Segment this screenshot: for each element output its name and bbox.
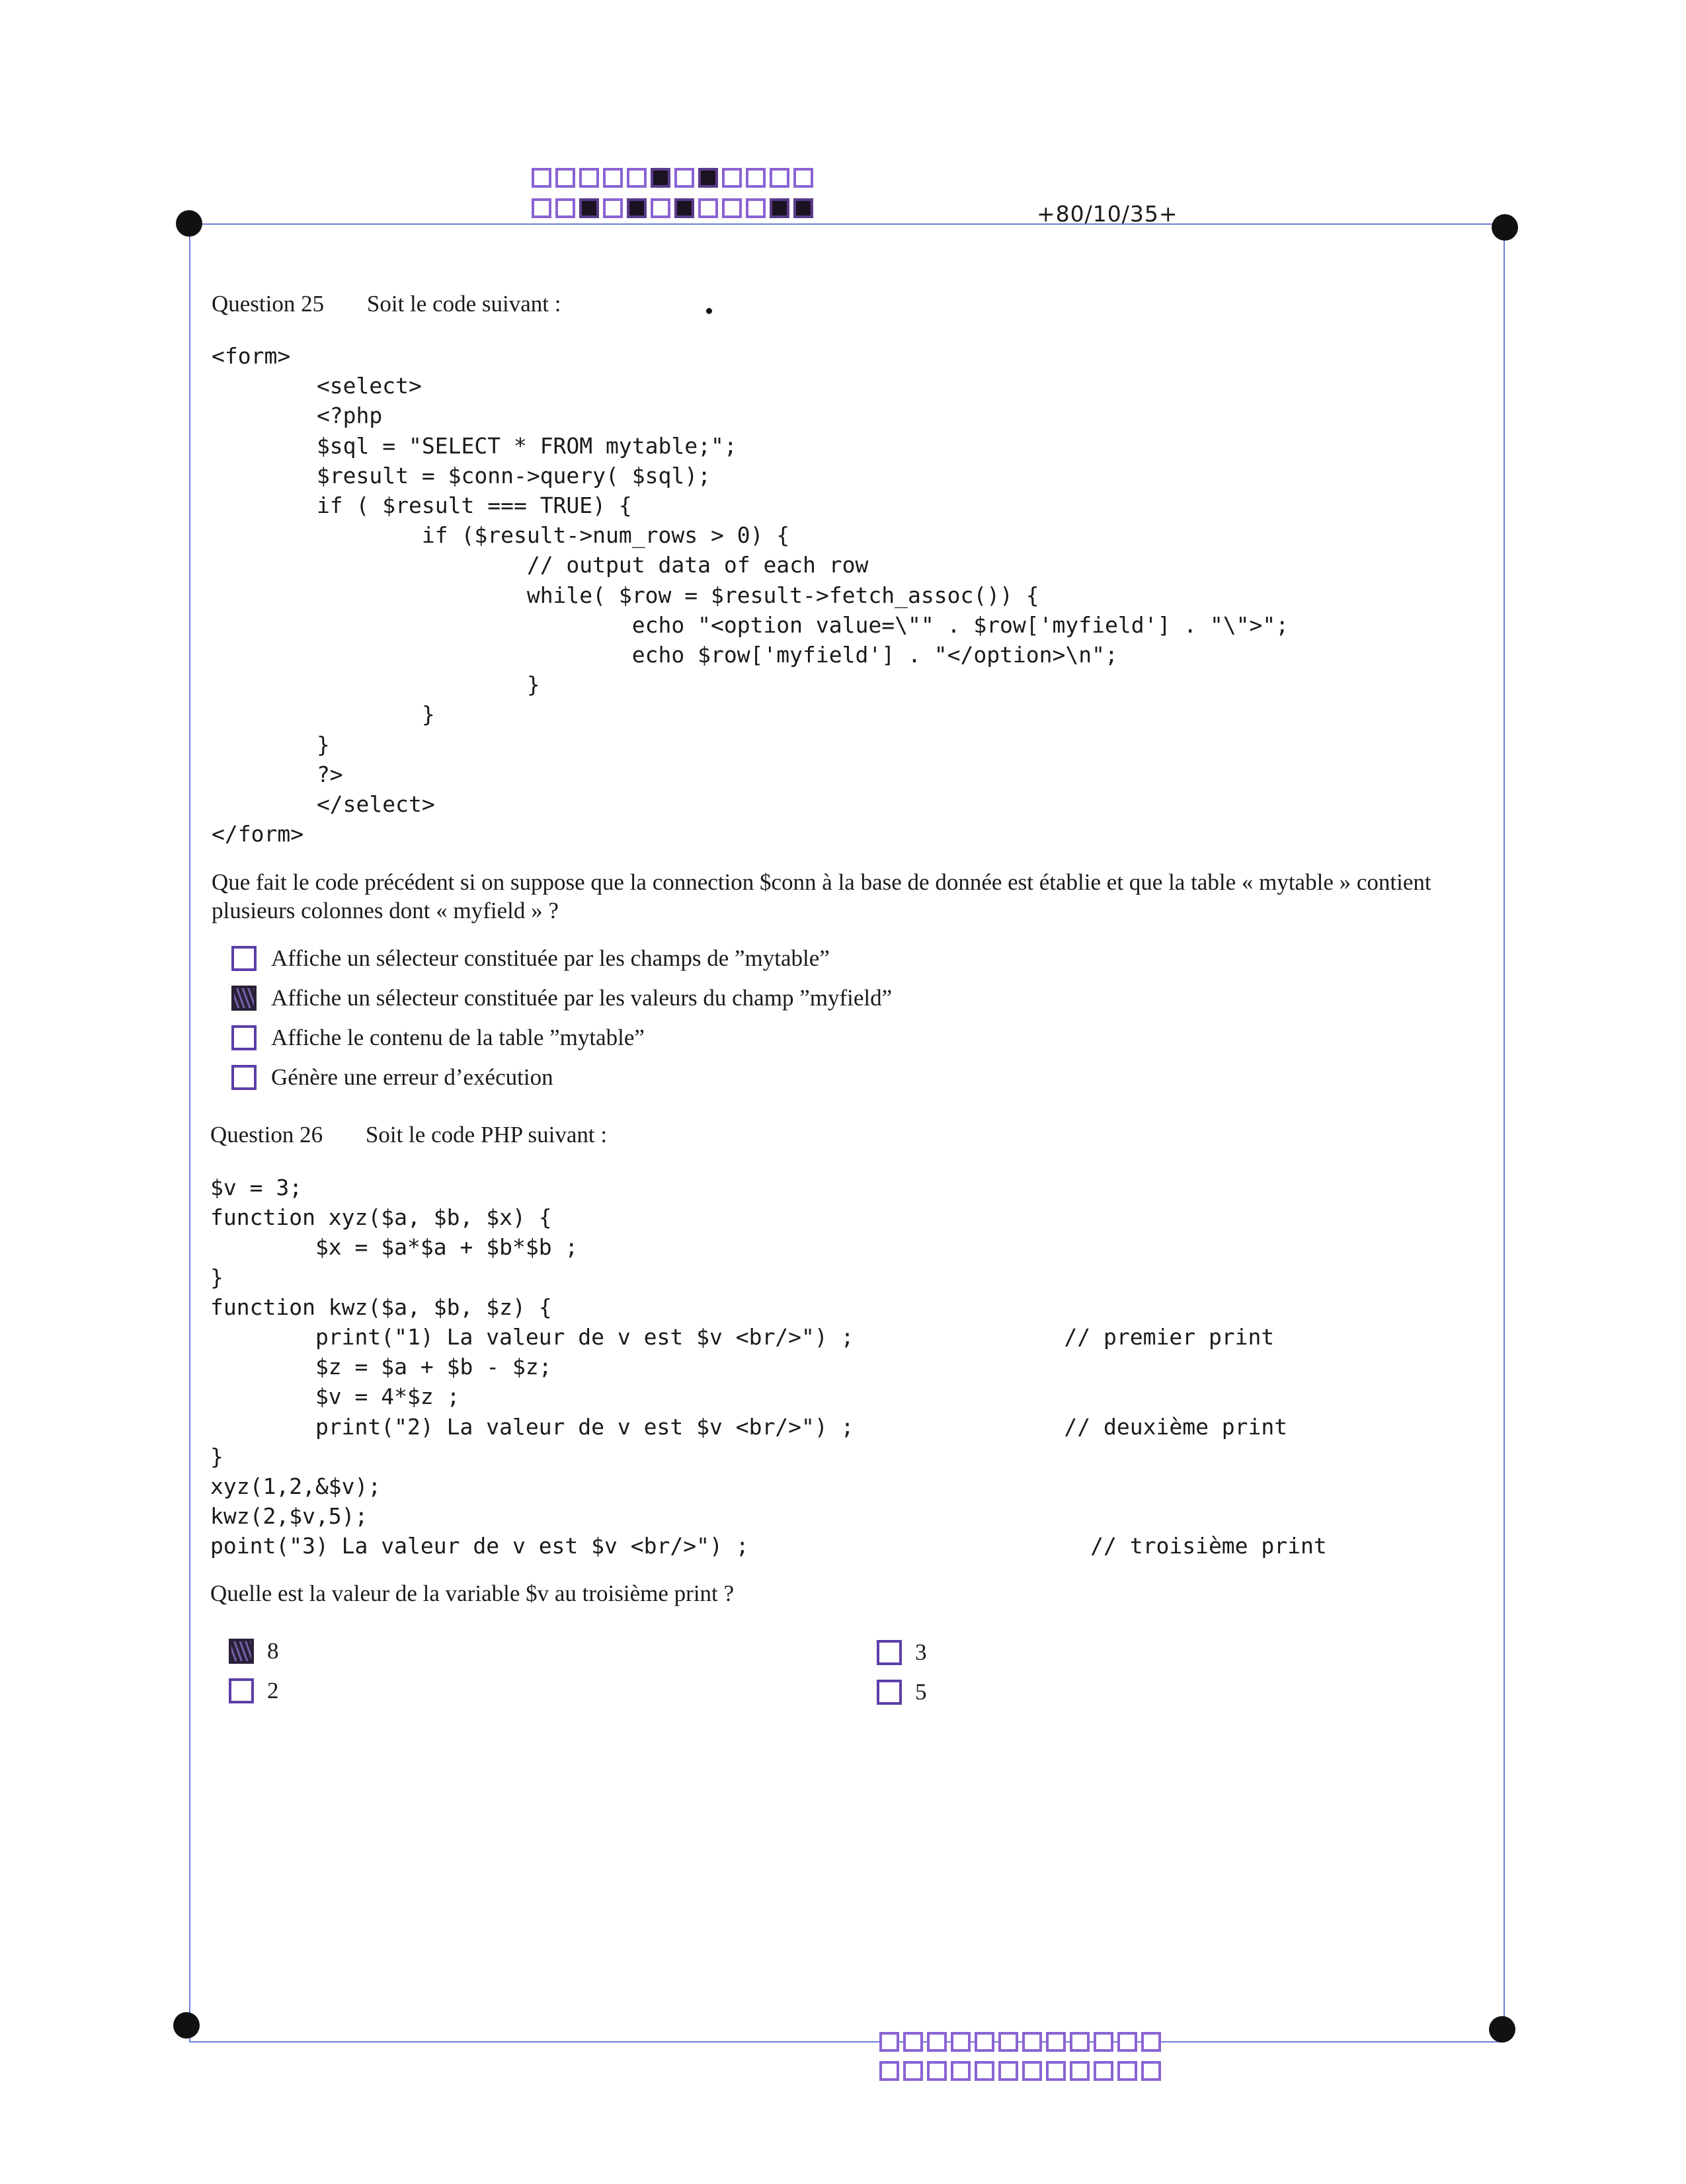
answer-option[interactable] (231, 1064, 553, 1091)
question-number: Question 26 (210, 1122, 323, 1148)
question-prompt: Soit le code PHP suivant : (365, 1122, 608, 1148)
answer-option[interactable] (229, 1638, 279, 1664)
answer-label: Génère une erreur d’exécution (271, 1064, 553, 1090)
code-block-q26: $v = 3; function xyz($a, $b, $x) { $x = $a*$a + $b*$b ; } function kwz($a, $b, $z) { print("1) La valeur de v est $v <br/>") ; // premier print $z = $a + $b - $z; $v = 4*$z ; print("2) La valeur de v est $v <br/>") ; // deuxième print } xyz(1,2,&$v); kwz(2,$v,5); point("3) La valeur de v est $v <br/>") ; // troisième print (210, 1175, 1327, 1559)
answer-label: Affiche un sélecteur constituée par les valeurs du champ ”myfield” (271, 985, 893, 1011)
answer-checkbox-checked[interactable] (231, 986, 257, 1011)
question-number: Question 25 (212, 291, 325, 317)
top-code-grid-1 (532, 168, 817, 188)
answer-checkbox[interactable] (229, 1678, 254, 1703)
answer-checkbox-checked[interactable] (229, 1639, 254, 1664)
bottom-code-grid-2 (879, 2061, 1165, 2081)
answer-label: 3 (915, 1639, 927, 1665)
question-25-header (212, 291, 561, 317)
top-code-grid-2 (532, 198, 817, 218)
code-block-q25: <form> <select> <?php $sql = "SELECT * FROM mytable;"; $result = $conn->query( $sql); if ( $result === TRUE) { if ($result->num_rows > 0) { // output data of each row while( $row = $result->fetch_assoc()) { echo "<option value=\"" . $row['myfield'] . "\">"; echo $row['myfield'] . "</option>\n"; } } } ?> </select> </form> (212, 343, 1289, 847)
answer-option[interactable] (231, 945, 830, 972)
registration-mark-bottom-left (173, 2012, 200, 2039)
answer-option[interactable] (231, 985, 892, 1011)
answer-checkbox[interactable] (877, 1640, 902, 1665)
question-26-text: Quelle est la valeur de la variable $v au troisième print ? (210, 1580, 735, 1606)
answer-label: 2 (267, 1678, 279, 1703)
question-prompt: Soit le code suivant : (366, 291, 561, 317)
answer-option[interactable] (877, 1639, 927, 1666)
question-25-text: Que fait le code précédent si on suppose que la connection $conn à la base de donnée est établie et que la table « mytable » contient plusieurs colonnes dont « myfield » ? (212, 869, 1431, 923)
registration-mark-bottom-right (1489, 2016, 1515, 2043)
registration-mark-top-right (1492, 214, 1518, 241)
registration-mark-top-left (176, 210, 202, 237)
bottom-code-grid-1 (879, 2032, 1165, 2052)
answer-option[interactable] (231, 1025, 645, 1051)
answer-label: Affiche un sélecteur constituée par les champs de ”mytable” (271, 945, 830, 971)
page-identifier: +80/10/35+ (1037, 201, 1178, 227)
answer-checkbox[interactable] (231, 1065, 257, 1090)
question-26-header (210, 1122, 607, 1148)
answer-checkbox[interactable] (231, 1025, 257, 1050)
answer-label: 8 (267, 1638, 279, 1664)
answer-checkbox[interactable] (231, 946, 257, 971)
answer-option[interactable] (229, 1678, 279, 1704)
answer-label: Affiche le contenu de la table ”mytable” (271, 1025, 645, 1050)
answer-checkbox[interactable] (877, 1680, 902, 1705)
answer-option[interactable] (877, 1679, 927, 1705)
stray-dot (706, 308, 712, 314)
answer-label: 5 (915, 1679, 927, 1705)
